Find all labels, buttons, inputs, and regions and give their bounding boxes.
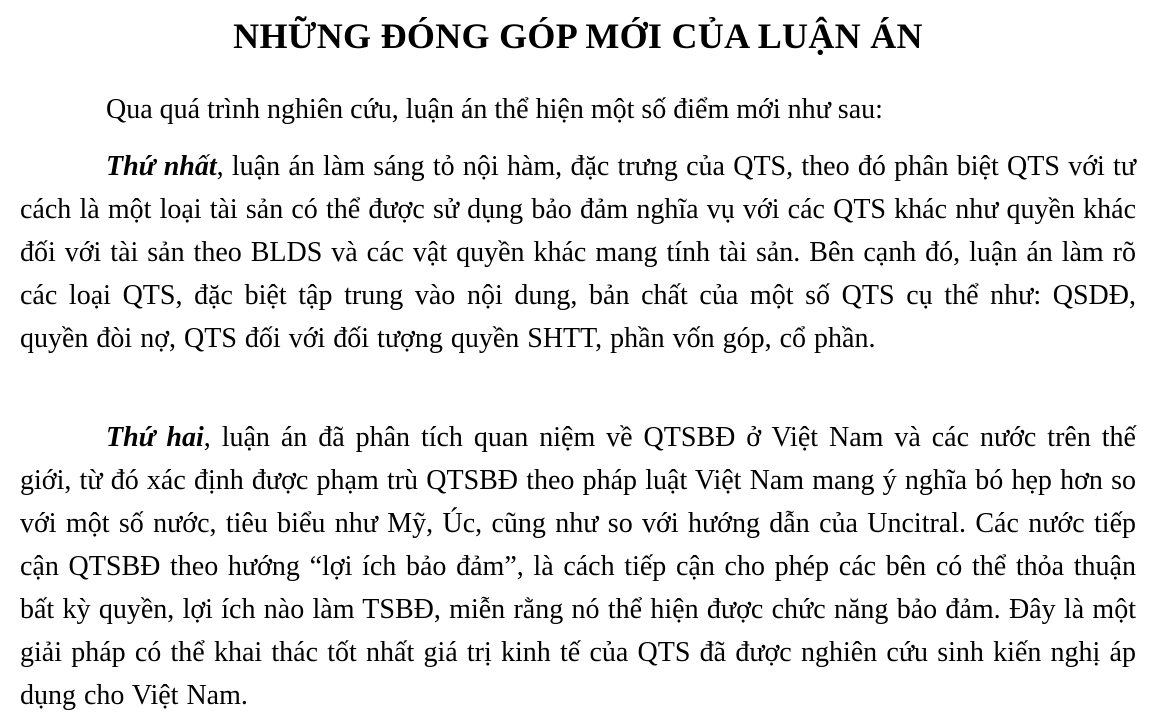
paragraph-first xyxy=(20,145,1136,360)
paragraph-text: luận án làm sáng tỏ nội hàm, đặc trưng của QTS, theo đó phân biệt QTS với tư cách là một loại tài sản có thể được sử dụng bảo đảm nghĩa vụ với các QTS khác như quyền khác đối với tài sản theo BLDS và các vật quyền khác mang tính tài sản. Bên cạnh đó, luận án làm rõ các loại QTS, đặc biệt tập trung vào nội dung, bản chất của một số QTS cụ thể như: QSDĐ, quyền đòi nợ, QTS đối với đối tượng quyền SHTT, phần vốn góp, cổ phần. xyxy=(20,151,1137,354)
paragraph-text: luận án đã phân tích quan niệm về QTSBĐ ở Việt Nam và các nước trên thế giới, từ đó xác định được phạm trù QTSBĐ theo pháp luật Việt Nam mang ý nghĩa bó hẹp hơn so với một số nước, tiêu biểu như Mỹ, Úc, cũng như so với hướng dẫn của Uncitral. Các nước tiếp cận QTSBĐ theo hướng “lợi ích bảo đảm”, là cách tiếp cận cho phép các bên có thể thỏa thuận bất kỳ quyền, lợi ích nào làm TSBĐ, miễn rằng nó thể hiện được chức năng bảo đảm. Đây là một giải pháp có thể khai thác tốt nhất giá trị kinh tế của QTS đã được nghiên cứu sinh kiến nghị áp dụng cho Việt Nam. xyxy=(20,422,1136,711)
document-title: NHỮNG ĐÓNG GÓP MỚI CỦA LUẬN ÁN xyxy=(233,16,923,56)
paragraph-lead: Thứ nhất xyxy=(106,151,217,182)
intro-paragraph: Qua quá trình nghiên cứu, luận án thể hiện một số điểm mới như sau: xyxy=(106,94,883,125)
paragraph-lead-punct: , xyxy=(216,151,224,182)
paragraph-lead-punct: , xyxy=(203,422,211,453)
paragraph-lead: Thứ hai xyxy=(106,422,204,453)
paragraph-second xyxy=(20,416,1136,717)
